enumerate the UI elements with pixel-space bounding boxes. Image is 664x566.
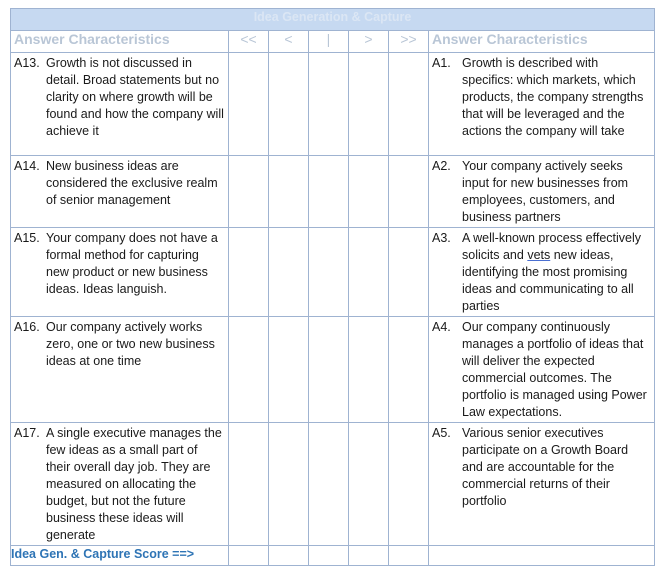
scale-strongly-right: >> (389, 31, 429, 53)
answer-text-part: new ideas, identifying the most promising ideas and communicating to all parties (462, 248, 634, 313)
rating-cell[interactable] (309, 53, 349, 156)
assessment-table (10, 8, 655, 566)
rating-cell[interactable] (309, 156, 349, 228)
rating-cell[interactable] (349, 317, 389, 423)
answer-code: A14. (14, 159, 40, 173)
answer-text: Various senior executives participate on a Growth Board and are accountable for the commercial returns of their portfolio (462, 426, 629, 508)
rating-cell[interactable] (229, 53, 269, 156)
table-row (11, 317, 655, 423)
rating-cell[interactable] (229, 156, 269, 228)
right-answer (429, 228, 655, 317)
rating-cell[interactable] (349, 53, 389, 156)
answer-text: Growth is described with specifics: which markets, which products, the company strengths that will be leveraged and the actions the company will take (462, 56, 644, 138)
rating-cell[interactable] (229, 423, 269, 546)
answer-code: A3. (432, 231, 451, 245)
rating-cell[interactable] (269, 228, 309, 317)
rating-cell[interactable] (389, 156, 429, 228)
left-answer (11, 228, 229, 317)
scale-neutral: | (309, 31, 349, 53)
answer-code: A5. (432, 426, 451, 440)
answer-code: A15. (14, 231, 40, 245)
answer-code: A2. (432, 159, 451, 173)
left-answer (11, 53, 229, 156)
score-cell[interactable] (349, 546, 389, 566)
answer-code: A4. (432, 320, 451, 334)
answer-code: A13. (14, 56, 40, 70)
rating-cell[interactable] (309, 317, 349, 423)
answer-text: Our company actively works zero, one or two new business ideas at one time (46, 320, 215, 368)
score-cell[interactable] (269, 546, 309, 566)
score-cell[interactable] (309, 546, 349, 566)
right-answer (429, 156, 655, 228)
rating-cell[interactable] (269, 156, 309, 228)
scale-strongly-left: << (229, 31, 269, 53)
table-row (11, 423, 655, 546)
spellcheck-marked-word: vets (527, 248, 551, 262)
answer-code: A1. (432, 56, 451, 70)
answer-text: Your company actively seeks input for new businesses from employees, customers, and business partners (462, 159, 629, 224)
rating-cell[interactable] (389, 228, 429, 317)
rating-cell[interactable] (229, 317, 269, 423)
left-column-header: Answer Characteristics (11, 31, 229, 53)
answer-text: New business ideas are considered the exclusive realm of senior management (46, 159, 218, 207)
right-answer (429, 317, 655, 423)
title-row (11, 9, 655, 31)
scale-left: < (269, 31, 309, 53)
rating-cell[interactable] (349, 228, 389, 317)
table-row (11, 228, 655, 317)
right-column-header: Answer Characteristics (429, 31, 655, 53)
answer-text: Growth is not discussed in detail. Broad statements but no clarity on where growth will be found and how the company will achieve it (46, 56, 224, 138)
table-title: Idea Generation & Capture (11, 9, 655, 31)
score-cell[interactable] (389, 546, 429, 566)
score-label: Idea Gen. & Capture Score ==> (11, 546, 229, 566)
answer-code: A17. (14, 426, 40, 440)
rating-cell[interactable] (349, 423, 389, 546)
rating-cell[interactable] (309, 228, 349, 317)
left-answer (11, 423, 229, 546)
rating-cell[interactable] (389, 423, 429, 546)
score-cell[interactable] (229, 546, 269, 566)
rating-cell[interactable] (269, 423, 309, 546)
table-row (11, 156, 655, 228)
answer-text (462, 230, 651, 315)
answer-text-part: A well-known process effectively solicits and (462, 231, 642, 262)
rating-cell[interactable] (269, 53, 309, 156)
answer-text: Our company continuously manages a portfolio of ideas that will deliver the expected commercial outcomes. The portfolio is managed using Power Law expectations. (462, 320, 647, 419)
score-cell[interactable] (429, 546, 655, 566)
score-row (11, 546, 655, 566)
left-answer (11, 317, 229, 423)
rating-cell[interactable] (389, 317, 429, 423)
rating-cell[interactable] (309, 423, 349, 546)
right-answer (429, 53, 655, 156)
scale-right: > (349, 31, 389, 53)
left-answer (11, 156, 229, 228)
answer-text: A single executive manages the few ideas as a small part of their overall day job. They are measured on allocating the budget, but not the future business these ideas will generate (46, 426, 222, 542)
right-answer (429, 423, 655, 546)
header-row (11, 31, 655, 53)
rating-cell[interactable] (349, 156, 389, 228)
rating-cell[interactable] (269, 317, 309, 423)
rating-cell[interactable] (229, 228, 269, 317)
table-row (11, 53, 655, 156)
rating-cell[interactable] (389, 53, 429, 156)
answer-code: A16. (14, 320, 40, 334)
answer-text: Your company does not have a formal method for capturing new product or new business ideas. Ideas languish. (46, 231, 218, 296)
